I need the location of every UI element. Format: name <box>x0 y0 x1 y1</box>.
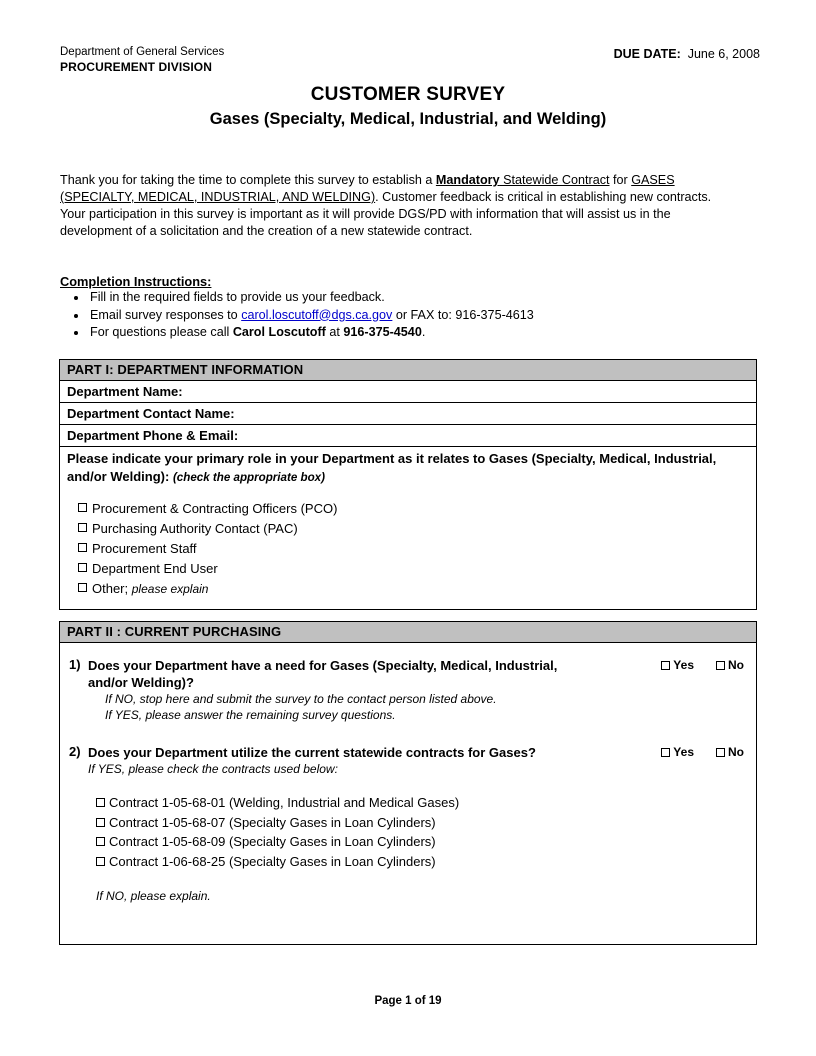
role-option-label: Other; <box>92 581 132 596</box>
contract-option-label: Contract 1-05-68-07 (Specialty Gases in Loan Cylinders) <box>109 814 436 830</box>
question-2-answers <box>661 744 756 759</box>
question-1-sub-yes: If YES, please answer the remaining survey questions. <box>105 708 396 722</box>
field-department-contact-name[interactable]: Department Contact Name: <box>60 403 756 425</box>
checkbox-icon[interactable] <box>96 798 105 807</box>
question-1-text: Does your Department have a need for Gases (Specialty, Medical, Industrial, and/or Welding)? <box>88 658 558 690</box>
question-2-number: 2) <box>69 744 81 759</box>
question-1-body <box>88 657 661 723</box>
question-1 <box>60 643 756 723</box>
checkbox-icon[interactable] <box>96 818 105 827</box>
checkbox-icon[interactable] <box>96 857 105 866</box>
role-option-other[interactable] <box>78 579 756 599</box>
part-2-header: PART II : CURRENT PURCHASING <box>60 622 756 643</box>
email-link[interactable]: carol.loscutoff@dgs.ca.gov <box>241 307 393 322</box>
question-2-yes[interactable] <box>661 745 694 759</box>
instruction-item-phone <box>88 324 778 342</box>
contract-option-label: Contract 1-05-68-01 (Welding, Industrial and Medical Gases) <box>109 795 460 810</box>
role-option-end-user[interactable] <box>78 559 756 578</box>
role-option-label: Procurement Staff <box>92 541 197 556</box>
yes-label: Yes <box>673 658 694 672</box>
instruction-phone-mid: at <box>325 325 344 339</box>
contact-phone: 916-375-4540 <box>343 325 422 339</box>
no-label: No <box>728 658 744 672</box>
question-1-number: 1) <box>69 657 81 672</box>
contact-name: Carol Loscutoff <box>232 325 326 339</box>
contract-option-1-05-68-09[interactable] <box>96 832 756 852</box>
question-2-sub: If YES, please check the contracts used below: <box>88 762 338 776</box>
part-1-header: PART I: DEPARTMENT INFORMATION <box>60 360 756 381</box>
field-department-phone-email[interactable]: Department Phone & Email: <box>60 425 756 447</box>
role-checkbox-list <box>60 486 756 609</box>
role-prompt-note: (check the appropriate box) <box>172 470 325 484</box>
contract-option-label: Contract 1-05-68-09 (Specialty Gases in Loan Cylinders) <box>109 834 436 849</box>
instruction-email-prefix: Email survey responses to <box>90 307 242 322</box>
question-2-if-no: If NO, please explain. <box>96 889 211 903</box>
contract-option-1-06-68-25[interactable] <box>96 852 756 872</box>
contract-option-label: Contract 1-06-68-25 (Specialty Gases in Loan Cylinders) <box>109 853 436 869</box>
contract-option-1-05-68-01[interactable] <box>96 793 756 813</box>
checkbox-icon[interactable] <box>661 661 670 670</box>
question-2-text: Does your Department utilize the current statewide contracts for Gases? <box>88 745 536 760</box>
completion-instructions-list <box>60 289 778 342</box>
instruction-item-fill-fields: • Fill in the required fields to provide us your feedback. <box>88 289 778 307</box>
role-prompt <box>60 447 756 486</box>
role-selection-block <box>60 447 756 609</box>
instruction-phone-prefix: For questions please call <box>90 325 233 339</box>
question-2 <box>60 723 756 777</box>
question-1-no[interactable] <box>716 658 744 672</box>
instruction-phone-post: . <box>421 325 426 339</box>
role-prompt-text: Please indicate your primary role in your Department as it relates to Gases (Specialty, Medical, Industrial, and/or Welding): <box>67 451 717 484</box>
intro-statewide-contract: Statewide Contract <box>499 173 610 187</box>
checkbox-icon[interactable] <box>716 661 725 670</box>
page-subtitle: Gases (Specialty, Medical, Industrial, and Welding) <box>209 110 607 128</box>
intro-paragraph <box>60 172 726 240</box>
checkbox-icon[interactable] <box>716 748 725 757</box>
agency-block <box>60 46 224 74</box>
question-2-body <box>88 744 661 777</box>
yes-label: Yes <box>673 745 694 759</box>
instruction-item-email <box>88 307 778 325</box>
checkbox-icon[interactable] <box>78 543 87 552</box>
intro-gases-caps: GASES (SPECIALTY, MEDICAL, INDUSTRIAL, AND WELDING) <box>60 173 675 204</box>
checkbox-icon[interactable] <box>78 563 87 572</box>
page-title: CUSTOMER SURVEY <box>310 84 506 105</box>
checkbox-icon[interactable] <box>78 583 87 592</box>
due-date-value: June 6, 2008 <box>687 47 760 61</box>
agency-department: Department of General Services <box>60 46 225 58</box>
field-department-name[interactable]: Department Name: <box>60 381 756 403</box>
question-1-sub-no: If NO, stop here and submit the survey to the contact person listed above. <box>105 692 497 706</box>
role-option-label: Department End User <box>92 561 218 576</box>
intro-for: for <box>609 173 632 187</box>
role-option-other-note: please explain <box>131 582 209 596</box>
role-option-procurement-staff[interactable] <box>78 539 756 558</box>
part-2-section <box>59 621 757 945</box>
intro-text-part2: . Customer feedback is critical in establishing new contracts. Your participation in this survey is important as it will provide DGS/PD with information that will assist us in the development of a solicitation and the creation of a new statewide contract. <box>60 190 712 238</box>
page-footer: Page 1 of 19 <box>374 995 442 1007</box>
checkbox-icon[interactable] <box>78 523 87 532</box>
intro-mandatory: Mandatory <box>435 173 500 187</box>
no-label: No <box>728 745 744 759</box>
instruction-fax-text: or FAX to: 916-375-4613 <box>392 307 534 322</box>
checkbox-icon[interactable] <box>96 837 105 846</box>
part-1-section <box>59 359 757 610</box>
due-date <box>614 46 760 61</box>
question-1-yes[interactable] <box>661 658 694 672</box>
contract-option-1-05-68-07[interactable] <box>96 813 756 833</box>
contract-checkbox-list <box>60 777 756 871</box>
agency-division: PROCUREMENT DIVISION <box>60 59 213 74</box>
checkbox-icon[interactable] <box>78 503 87 512</box>
intro-text-part1: Thank you for taking the time to complete this survey to establish a <box>60 173 436 187</box>
role-option-label: Purchasing Authority Contact (PAC) <box>92 521 298 536</box>
due-date-label: DUE DATE: <box>613 47 681 61</box>
role-option-pco[interactable] <box>78 499 756 518</box>
question-1-answers <box>661 657 756 672</box>
role-option-pac[interactable] <box>78 519 756 538</box>
question-2-no[interactable] <box>716 745 744 759</box>
completion-instructions-heading: Completion Instructions: <box>60 274 212 289</box>
checkbox-icon[interactable] <box>661 748 670 757</box>
role-option-label: Procurement & Contracting Officers (PCO) <box>92 501 338 516</box>
page-header <box>60 46 760 74</box>
